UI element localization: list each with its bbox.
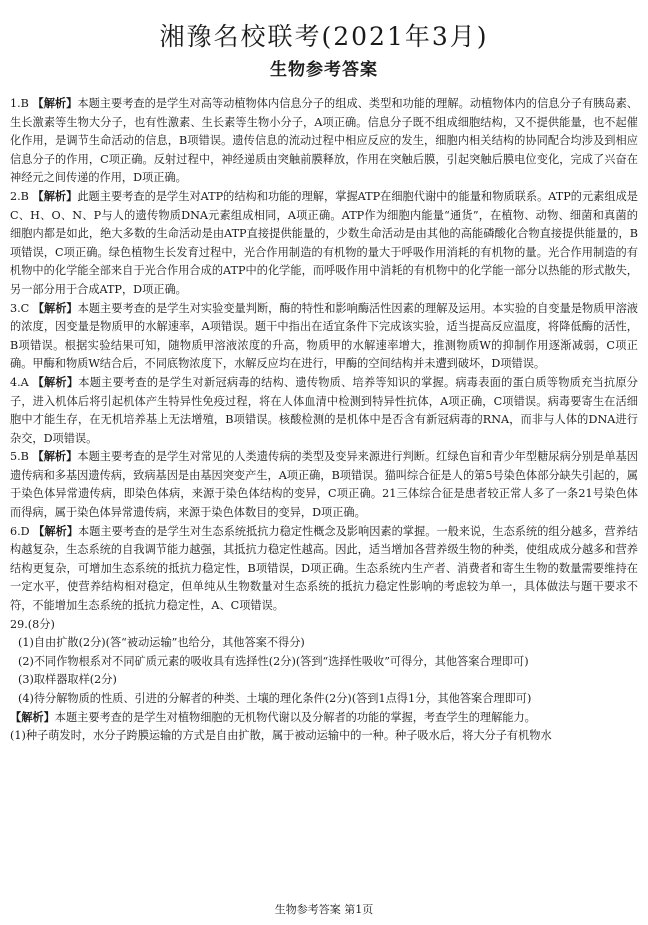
q29-answer-3: (3)取样器取样(2分) [18,673,117,687]
answer-item-1 [10,95,638,188]
page-footer: 生物参考答案 第1页 [274,903,374,916]
item-number: 5.B [10,450,29,464]
page-subtitle: 生物参考答案 [270,60,378,80]
analysis-tag: 【解析】 [33,524,79,538]
item-number: 4.A [10,375,29,389]
analysis-tag: 【解析】 [32,375,79,389]
item-text: 本题主要考查的是学生对新冠病毒的结构、遗传物质、培养等知识的掌握。病毒表面的蛋白质等物质充当抗原分子，进入机体后将引起机体产生特异性免疫过程，将在人体血清中检测到特异性抗体，A项正确，C项错误。病毒要寄生在活细胞中才能生存，在无机培养基上无法增殖，B项错误。核酸检测的是机体中是否含有新冠病毒的RNA，而非与人体的DNA进行杂交，D项错误。 [10,375,638,445]
item-number: 2.B [10,189,29,203]
answer-item-2 [10,188,638,300]
q29-answer-2: (2)不同作物根系对不同矿质元素的吸收具有选择性(2分)(答到“选择性吸收”可得分，其他答案合理即可) [18,654,529,668]
item-text: 此题主要考查的是学生对ATP的结构和功能的理解，掌握ATP在细胞代谢中的能量和物质联系。ATP的元素组成是C、H、O、N、P与人的遗传物质DNA元素组成相同，A项正确。ATP作为细胞内能量“通货”，在植物、动物、细菌和真菌的细胞内都是如此，绝大多数的生命活动是由ATP直接提供能量的，少数生命活动是由其他的高能磷酸化合物直接提供能量的，B项错误，C项正确。绿色植物生长发育过程中，光合作用制造的有机物的量大于呼吸作用消耗的有机物的量。光合作用制造的有机物中的化学能全部来自于光合作用合成的ATP中的化学能，而呼吸作用中消耗的有机物中的化学能一部分以热能的形式散失，另一部分用于合成ATP，D项正确。 [10,189,638,296]
answer-item-5 [10,448,638,522]
answer-content [10,95,638,746]
answer-item-4 [10,374,638,448]
item-text: 本题主要考查的是学生对高等动植物体内信息分子的组成、类型和功能的理解。动植物体内的信息分子有胰岛素、生长激素等生物大分子，也有性激素、生长素等生物小分子，A项正确。信息分子既不组成细胞结构，又不提供能量，也不起催化作用，是调节生命活动的信息，B项错误。遗传信息的流动过程中相应反应的发生，细胞内相关结构的协同配合均涉及到相应信息分子的作用，C项正确。反射过程中，神经递质由突触前膜释放，作用在突触后膜，引起突触后膜电位变化，完成了兴奋在神经元之间传递的作用，D项正确。 [10,97,638,185]
analysis-text: 本题主要考查的是学生对植物细胞的无机物代谢以及分解者的功能的掌握，考查学生的理解能力。 [54,710,536,724]
item-text: 本题主要考查的是学生对生态系统抵抗力稳定性概念及影响因素的掌握。一般来说，生态系统的组分越多，营养结构越复杂，生态系统的自我调节能力越强，其抵抗力稳定性越高。因此，适当增加各营养级生物的种类，使组成成分越多和营养结构更复杂，可增加生态系统的抵抗力稳定性，B项错误，D项正确。生态系统内生产者、消费者和寄生生物的数量需要维持在一定水平，使营养结构相对稳定，但单纯从生物数量对生态系统的抵抗力稳定性影响的考虑较为单一，具体做法与题干要求不符，不能增加生态系统的抵抗力稳定性，A、C项错误。 [10,524,638,613]
question-29-header: 29.(8分) [10,617,55,631]
answer-item-3 [10,300,638,374]
q29-answer-1: (1)自由扩散(2分)(答“被动运输”也给分，其他答案不得分) [18,636,305,650]
item-text: 本题主要考查的是学生对实验变量判断，酶的特性和影响酶活性因素的理解及运用。本实验的自变量是物质甲溶液的浓度，因变量是物质甲的水解速率，A项错误。题干中指出在适宜条件下完成该实验，适当提高反应温度，将降低酶的活性，B项错误。根据实验结果可知，随物质甲溶液浓度的升高，物质甲的水解速率增大，推测物质W的抑制作用逐渐减弱，C项正确。甲酶和物质W结合后，不同底物浓度下，水解反应均在进行，甲酶的空间结构并未遭到破坏，D项错误。 [10,301,638,371]
item-number: 1.B [10,97,29,110]
analysis-tag: 【解析】 [32,97,78,110]
page-title: 湘豫名校联考(2021年3月) [159,22,489,51]
analysis-tag: 【解析】 [10,710,55,724]
item-number: 3.C [10,301,30,315]
analysis-tag: 【解析】 [32,301,78,315]
answer-item-6 [10,523,638,616]
q29-answer-4: (4)待分解物质的性质、引进的分解者的种类、土壤的理化条件(2分)(答到1点得1分，其他答案合理即可) [18,692,532,705]
item-text: 本题主要考查的是学生对常见的人类遗传病的类型及变异来源进行判断。红绿色盲和青少年型糖尿病分别是单基因遗传病和多基因遗传病，致病基因是由基因突变产生，A项正确，B项错误。猫叫综合征是人的第5号染色体部分缺失引起的，属于染色体异常遗传病，即染色体病，来源于染色体结构的变异，C项正确。21三体综合征是患者较正常人多了一条21号染色体而得病，属于染色体异常遗传病，来源于染色体数目的变异，D项正确。 [10,450,638,520]
item-number: 6.D [10,524,30,538]
q29-analysis [10,709,638,728]
q29-analysis-part-1: (1)种子萌发时，水分子跨膜运输的方式是自由扩散，属于被动运输中的一种。种子吸水后，将大分子有机物水 [10,729,552,743]
analysis-tag: 【解析】 [32,189,78,203]
analysis-tag: 【解析】 [32,450,78,464]
